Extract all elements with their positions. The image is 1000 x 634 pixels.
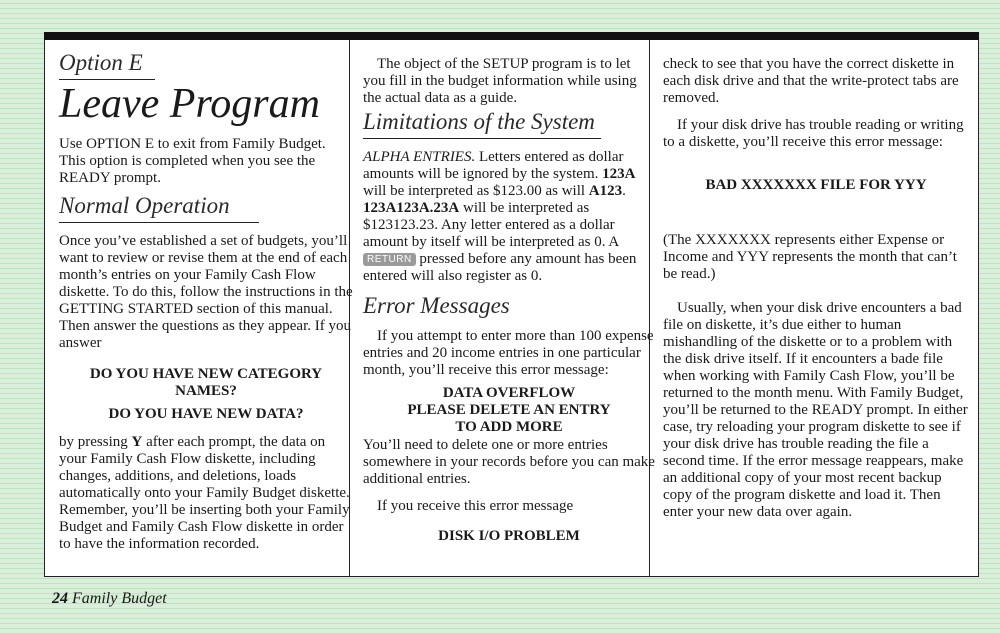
- paragraph: [363, 149, 655, 285]
- paragraph: [59, 434, 353, 553]
- error-message: DATA OVERFLOW: [442, 385, 576, 401]
- option-label: Option E: [59, 50, 155, 80]
- example: 123A: [602, 166, 636, 182]
- error-message: BAD XXXXXXX FILE FOR YYY: [705, 177, 927, 193]
- alpha-label: ALPHA ENTRIES.: [363, 149, 476, 165]
- paragraph: check to see that you have the correct diskette in each disk drive and that the write-protect tabs are removed.: [663, 56, 959, 106]
- paragraph: If you attempt to enter more than 100 expense entries and 20 income entries in one particular month, you’ll receive this error message:: [363, 328, 654, 378]
- page-footer: [52, 590, 167, 608]
- example: 123A123A.23A: [363, 200, 460, 216]
- error-message: DISK I/O PROBLEM: [438, 528, 580, 544]
- page-frame: [44, 40, 979, 577]
- text: will be interpreted as $123.00 as will: [363, 183, 589, 199]
- section-heading: Limitations of the System: [363, 109, 601, 139]
- error-message: TO ADD MORE: [455, 419, 563, 435]
- paragraph: If you receive this error message: [377, 498, 574, 514]
- text: will be interpreted as $123123.23. Any letter entered as a dollar amount by itself will be interpreted as 0. A: [363, 200, 619, 250]
- intro-paragraph: Use OPTION E to exit from Family Budget. This option is completed when you see the READY prompt.: [59, 136, 326, 186]
- paragraph: Once you’ve established a set of budgets, you’ll want to review or revise them at the end of each month’s entries on your Family Cash Flow diskette. To do this, follow the instructions in the GETTING STARTED section of this manual. Then answer the questions as they appear. If you answer: [59, 233, 353, 351]
- paragraph: Usually, when your disk drive encounters a bad file on diskette, it’s due either to human mishandling of the diskette or to a problem with the disk drive itself. If it encounters a bade file when working with Family Cash Flow, you’ll be returned to the month menu. With Family Budget, you’ll be returned to the READY prompt. In either case, try reloading your program diskette to see if your disk drive has trouble reading the file a second time. If the error message reappears, make an additional copy of your most recent backup copy of the program diskette and load it. Then enter your new data over again.: [663, 300, 968, 520]
- section-heading: Error Messages: [363, 293, 510, 318]
- top-rule: [44, 32, 979, 40]
- text: by pressing: [59, 434, 132, 450]
- key-y: Y: [131, 434, 143, 450]
- text: Letters entered as dollar amounts will be ignored by the system.: [363, 149, 624, 182]
- column-1: [59, 40, 353, 576]
- page-title: Leave Program: [59, 81, 320, 127]
- example: A123: [588, 183, 623, 199]
- footer-title: Family Budget: [72, 590, 167, 607]
- return-key: RETURN: [363, 253, 416, 266]
- paragraph: You’ll need to delete one or more entries somewhere in your records before you can make additional entries.: [363, 437, 655, 487]
- column-2: [363, 40, 655, 576]
- error-message: PLEASE DELETE AN ENTRY: [407, 402, 611, 418]
- paragraph: If your disk drive has trouble reading or writing to a diskette, you’ll receive this error message:: [663, 117, 964, 150]
- page-number: 24: [52, 590, 68, 607]
- prompt-question: DO YOU HAVE NEW CATEGORY NAMES?: [89, 366, 323, 399]
- text: pressed before any amount has been entered will also register as 0.: [363, 251, 637, 284]
- section-heading: Normal Operation: [59, 193, 259, 223]
- paragraph: (The XXXXXXX represents either Expense or Income and YYY represents the month that can’t be read.): [663, 232, 957, 282]
- text: after each prompt, the data on your Family Cash Flow diskette, including changes, additions, and deletions, loads automatically onto your Family Budget diskette. Remember, you’ll be inserting both your Family Budget and Family Cash Flow diskette in order to have the information recorded.: [59, 434, 350, 552]
- prompt-question: DO YOU HAVE NEW DATA?: [108, 406, 304, 422]
- text: .: [622, 183, 626, 199]
- intro-paragraph: The object of the SETUP program is to let you fill in the budget information while using the actual data as a guide.: [363, 56, 637, 106]
- column-3: [663, 40, 969, 576]
